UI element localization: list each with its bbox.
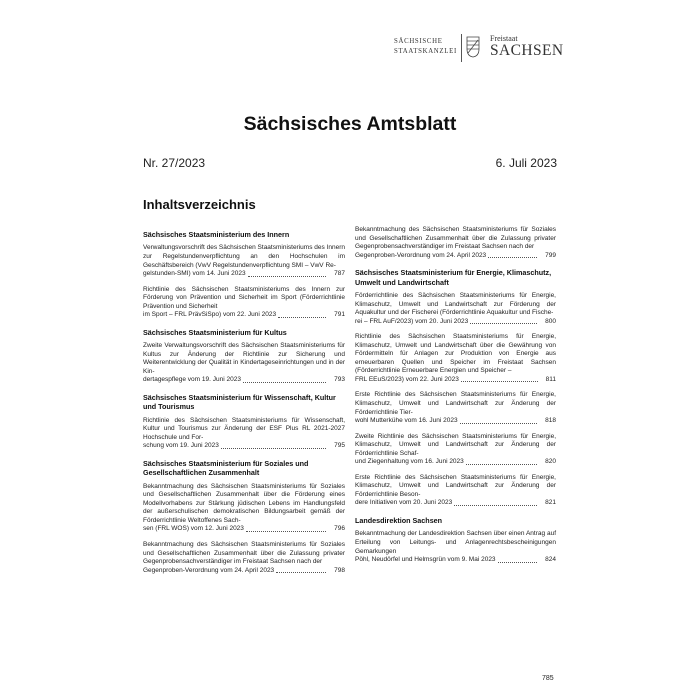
toc-entry[interactable] xyxy=(355,433,556,467)
toc-section xyxy=(355,516,556,565)
header-logo xyxy=(0,32,700,72)
section-title: Sächsisches Staatsministerium für Kultus xyxy=(143,327,287,337)
entry-last-line xyxy=(355,417,556,426)
toc-section xyxy=(355,226,556,260)
chancellery-name xyxy=(394,37,458,57)
dot-leader xyxy=(498,562,538,563)
entry-last-text: Gegenproben-Verordnung vom 24. April 2023 xyxy=(355,251,487,259)
entry-page-number: 799 xyxy=(545,251,556,259)
entry-page-number: 824 xyxy=(545,556,556,564)
entry-last-line xyxy=(143,442,345,451)
entry-text: Bekanntmachung des Sächsischen Staatsministeriums für Soziales und Gesellschaftlichen Zusammenhalt über die Förderung eines Modellvorhabens zur Stärkung jüdischen Lebens im Handlungsfeld der außerschulischen demokratischen Bildungsarbeit gemäß der Förderrichtlinie Weltoffenes Sach- xyxy=(143,482,345,524)
entry-last-line xyxy=(143,525,345,534)
entry-last-line xyxy=(355,252,556,261)
entry-text: Richtlinie des Sächsischen Staatsministeriums des Innern zur Förderung von Prävention und Sicherheit im Sport (Förderrichtlinie Prävention und Sicherheit xyxy=(143,285,345,310)
toc-entry[interactable] xyxy=(143,342,345,385)
entry-text: Erste Richtlinie des Sächsischen Staatsministeriums für Energie, Klimaschutz, Umwelt und Landwirtschaft zur Änderung der Förderrichtlinie Beson- xyxy=(355,473,556,498)
section-title: Sächsisches Staatsministerium für Soziales und Gesellschaftlichen Zusammenhalt xyxy=(143,458,309,478)
entry-last-line xyxy=(355,318,556,327)
entry-page-number: 796 xyxy=(334,525,345,533)
state-label-large: SACHSEN xyxy=(490,42,564,59)
toc-entry[interactable] xyxy=(355,333,556,384)
entry-last-line xyxy=(355,458,556,467)
entry-last-text: Gegenproben-Verordnung vom 24. April 2023 xyxy=(143,566,275,574)
dot-leader xyxy=(488,257,537,258)
issue-date: 6. Juli 2023 xyxy=(495,156,557,170)
entry-page-number: 821 xyxy=(545,499,556,507)
toc-section xyxy=(355,268,556,508)
entry-page-number: 811 xyxy=(545,375,556,383)
toc-section xyxy=(143,328,345,385)
issue-number: Nr. 27/2023 xyxy=(143,156,206,170)
dot-leader xyxy=(276,572,326,573)
document-title: Sächsisches Amtsblatt xyxy=(243,113,457,135)
toc-entry[interactable] xyxy=(355,530,556,564)
section-title: Sächsisches Staatsministerium für Energie, Klimaschutz, Umwelt und Landwirtschaft xyxy=(355,268,552,287)
entry-last-text: dertagespflege vom 19. Juni 2023 xyxy=(143,376,241,384)
toc-right-column xyxy=(355,226,556,573)
toc-entry[interactable] xyxy=(355,391,556,425)
entry-page-number: 787 xyxy=(334,270,345,278)
entry-page-number: 800 xyxy=(545,317,556,325)
dot-leader xyxy=(221,448,326,449)
toc-entry[interactable] xyxy=(143,417,345,451)
toc-entry[interactable] xyxy=(143,483,345,534)
entry-page-number: 795 xyxy=(334,442,345,450)
dot-leader xyxy=(460,423,538,424)
toc-heading: Inhaltsverzeichnis xyxy=(143,197,256,212)
entry-last-line xyxy=(355,499,556,508)
entry-last-text: im Sport – FRL PrävSiSpo) vom 22. Juni 2023 xyxy=(143,311,277,319)
toc-entry[interactable] xyxy=(355,226,556,260)
entry-last-line xyxy=(143,376,345,385)
entry-text: Bekanntmachung der Landesdirektion Sachsen über einen Antrag auf Erteilung von Leitungs- und Anlagenrechtsbescheinigungen Gemarkungen xyxy=(355,530,556,555)
dot-leader xyxy=(470,323,537,324)
entry-last-line xyxy=(143,270,345,279)
entry-page-number: 798 xyxy=(334,566,345,574)
toc-entry[interactable] xyxy=(355,292,556,326)
entry-text: Verwaltungsvorschrift des Sächsischen Staatsministeriums des Innern zur Regelstundenverpflichtung an den Hochschulen im Geschäftsbereich (VwV Regelstundenverpflichtung SMI – VwV Re- xyxy=(143,244,345,269)
entry-text: Erste Richtlinie des Sächsischen Staatsministeriums für Energie, Klimaschutz, Umwelt und Landwirtschaft zur Änderung der Förderrichtlinie Tier- xyxy=(355,391,556,416)
section-title: Sächsisches Staatsministerium des Innern xyxy=(143,230,290,239)
entry-last-text: und Ziegenhaltung vom 16. Juni 2023 xyxy=(355,458,464,466)
entry-last-text: dere Initiativen vom 20. Juni 2023 xyxy=(355,499,453,507)
entry-last-text: rei – FRL AuF/2023) vom 20. Juni 2023 xyxy=(355,317,469,325)
dot-leader xyxy=(466,464,537,465)
toc-entry[interactable] xyxy=(355,474,556,508)
entry-text: Richtlinie des Sächsischen Staatsministeriums für Energie, Klimaschutz, Umwelt und Landwirtschaft über die Gewährung von Fördermitteln für Anlagen zur Produktion von Energie aus erneuerbaren Quellen und Speicher im Freistaat Sachsen (Förderrichtlinie Erneuerbare Energien und Speicher – xyxy=(355,333,556,375)
entry-last-text: wohl Mutterkühe vom 16. Juni 2023 xyxy=(355,417,458,425)
dot-leader xyxy=(278,317,326,318)
toc-left-column xyxy=(143,226,345,583)
chancellery-line1: SÄCHSISCHE xyxy=(394,38,443,45)
entry-last-text: Pöhl, Neudörfel und Helmsgrün vom 9. Mai 2023 xyxy=(355,556,496,564)
dot-leader xyxy=(461,381,538,382)
entry-text: Zweite Verwaltungsvorschrift des Sächsischen Staatsministeriums für Kultus zur Änderung der Richtlinie zur Sicherung und Weiterentwicklung der Qualität in Kindertageseinrichtungen und in der Kin- xyxy=(143,342,345,375)
entry-last-line xyxy=(355,556,556,565)
toc-entry[interactable] xyxy=(143,244,345,278)
toc-entry[interactable] xyxy=(143,541,345,575)
entry-text: Richtlinie des Sächsischen Staatsministeriums für Wissenschaft, Kultur und Tourismus zur Änderung der ESF Plus RL 2021-2027 Hochschule und For- xyxy=(143,416,345,441)
toc-entry[interactable] xyxy=(143,286,345,320)
entry-last-line xyxy=(355,376,556,385)
entry-page-number: 820 xyxy=(545,458,556,466)
dot-leader xyxy=(454,505,537,506)
state-label-small: Freistaat xyxy=(490,34,518,43)
entry-last-text: gelstunden-SMI) vom 14. Juni 2023 xyxy=(143,270,246,278)
entry-last-text: sen (FRL WOS) vom 12. Juni 2023 xyxy=(143,525,244,533)
toc-section xyxy=(143,230,345,320)
entry-last-text: FRL EEuS/2023) vom 22. Juni 2023 xyxy=(355,375,459,383)
entry-last-text: schung vom 19. Juni 2023 xyxy=(143,442,219,450)
entry-page-number: 793 xyxy=(334,376,345,384)
entry-text: Bekanntmachung des Sächsischen Staatsministeriums für Soziales und Gesellschaftlichen Zusammenhalt über die Zulassung privater Gegenprobensachverständiger im Freistaat Sachsen nach der xyxy=(355,226,556,251)
chancellery-line2: STAATSKANZLEI xyxy=(394,48,457,55)
entry-text: Zweite Richtlinie des Sächsischen Staatsministeriums für Energie, Klimaschutz, Umwelt und Landwirtschaft zur Änderung der Förderrichtlinie Schaf- xyxy=(355,432,556,457)
dot-leader xyxy=(246,531,326,532)
entry-last-line xyxy=(143,567,345,576)
dot-leader xyxy=(243,382,326,383)
entry-text: Förderrichtlinie des Sächsischen Staatsministeriums für Energie, Klimaschutz, Umwelt und Landwirtschaft zur Förderung der Aquakultur und der Fischerei (Förderrichtlinie Aquakultur und Fische- xyxy=(355,292,556,317)
entry-last-line xyxy=(143,311,345,320)
entry-page-number: 818 xyxy=(545,417,556,425)
entry-text: Bekanntmachung des Sächsischen Staatsministeriums für Soziales und Gesellschaftlichen Zusammenhalt über die Zulassung privater Gegenprobensachverständiger im Freistaat Sachsen nach der xyxy=(143,541,345,566)
saxony-crest-icon xyxy=(466,36,480,58)
toc-section xyxy=(143,393,345,451)
logo-divider xyxy=(461,34,462,62)
page-number: 785 xyxy=(542,675,554,682)
toc-section xyxy=(143,459,345,575)
section-title: Sächsisches Staatsministerium für Wissenschaft, Kultur und Tourismus xyxy=(143,392,336,412)
dot-leader xyxy=(248,276,327,277)
entry-page-number: 791 xyxy=(334,311,345,319)
section-title: Landesdirektion Sachsen xyxy=(355,516,443,526)
